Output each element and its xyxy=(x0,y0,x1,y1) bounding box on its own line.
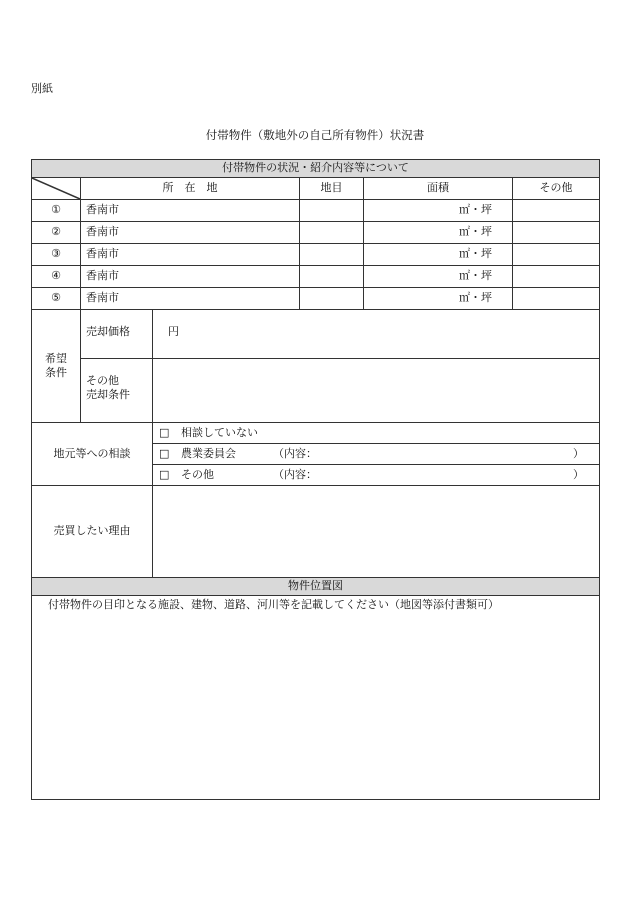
other-field[interactable] xyxy=(513,288,600,310)
land-category-field[interactable] xyxy=(300,200,364,222)
option-label: その他 xyxy=(181,467,214,481)
row-number: ② xyxy=(32,222,81,244)
other-column-header: その他 xyxy=(513,178,600,200)
details-close: ） xyxy=(573,467,584,481)
area-field[interactable]: ㎡・坪 xyxy=(364,266,513,288)
row-number: ① xyxy=(32,200,81,222)
reason-label: 売買したい理由 xyxy=(32,486,153,578)
land-category-field[interactable] xyxy=(300,288,364,310)
document-title: 付帯物件（敷地外の自己所有物件）状況書 xyxy=(205,128,425,142)
property-status-form xyxy=(31,159,600,800)
location-field[interactable]: 香南市 xyxy=(81,244,300,266)
yen-unit: 円 xyxy=(168,325,179,338)
property-section-header: 付帯物件の状況・紹介内容等について xyxy=(32,160,600,178)
consultation-option-other[interactable] xyxy=(153,465,600,486)
property-map-area[interactable] xyxy=(32,596,600,800)
property-row xyxy=(32,266,600,288)
row-number: ③ xyxy=(32,244,81,266)
other-field[interactable] xyxy=(513,244,600,266)
sale-price-field[interactable] xyxy=(153,310,600,359)
area-field[interactable]: ㎡・坪 xyxy=(364,200,513,222)
location-field[interactable]: 香南市 xyxy=(81,222,300,244)
map-instruction: 付帯物件の目印となる施設、建物、道路、河川等を記載してください（地図等添付書類可） xyxy=(48,598,499,611)
checkbox-icon[interactable]: □ xyxy=(159,467,170,481)
desired-label-line1: 希望 xyxy=(45,351,67,365)
local-consultation-label: 地元等への相談 xyxy=(32,423,153,486)
other-conditions-line2: 売却条件 xyxy=(86,388,130,402)
area-field[interactable]: ㎡・坪 xyxy=(364,222,513,244)
property-map-header: 物件位置図 xyxy=(32,578,600,596)
details-open: （内容： xyxy=(273,467,317,481)
other-conditions-line1: その他 xyxy=(86,374,119,387)
land-category-column-header: 地目 xyxy=(300,178,364,200)
other-sale-conditions-field[interactable] xyxy=(153,359,600,423)
consultation-option-agri-committee[interactable] xyxy=(153,444,600,465)
property-row xyxy=(32,222,600,244)
row-number: ④ xyxy=(32,266,81,288)
consultation-option-none[interactable] xyxy=(153,423,600,444)
location-field[interactable]: 香南市 xyxy=(81,266,300,288)
other-sale-conditions-label xyxy=(81,359,153,423)
reason-field[interactable] xyxy=(153,486,600,578)
checkbox-icon[interactable]: □ xyxy=(159,446,170,460)
desired-conditions-label xyxy=(32,310,81,423)
area-field[interactable]: ㎡・坪 xyxy=(364,244,513,266)
area-column-header: 面積 xyxy=(364,178,513,200)
land-category-field[interactable] xyxy=(300,222,364,244)
area-field[interactable]: ㎡・坪 xyxy=(364,288,513,310)
other-field[interactable] xyxy=(513,200,600,222)
land-category-field[interactable] xyxy=(300,266,364,288)
details-close: ） xyxy=(573,446,584,460)
property-row xyxy=(32,288,600,310)
property-row xyxy=(32,244,600,266)
diagonal-corner-cell xyxy=(32,178,81,200)
location-column-header: 所 在 地 xyxy=(81,178,300,200)
checkbox-icon[interactable]: □ xyxy=(159,425,170,439)
sale-price-label: 売却価格 xyxy=(81,310,153,359)
desired-label-line2: 条件 xyxy=(45,366,67,379)
option-label: 相談していない xyxy=(181,425,258,439)
attachment-label: 別紙 xyxy=(31,82,53,95)
option-label: 農業委員会 xyxy=(181,446,236,460)
other-field[interactable] xyxy=(513,266,600,288)
location-field[interactable]: 香南市 xyxy=(81,288,300,310)
property-row xyxy=(32,200,600,222)
row-number: ⑤ xyxy=(32,288,81,310)
land-category-field[interactable] xyxy=(300,244,364,266)
other-field[interactable] xyxy=(513,222,600,244)
location-field[interactable]: 香南市 xyxy=(81,200,300,222)
details-open: （内容： xyxy=(273,446,317,460)
